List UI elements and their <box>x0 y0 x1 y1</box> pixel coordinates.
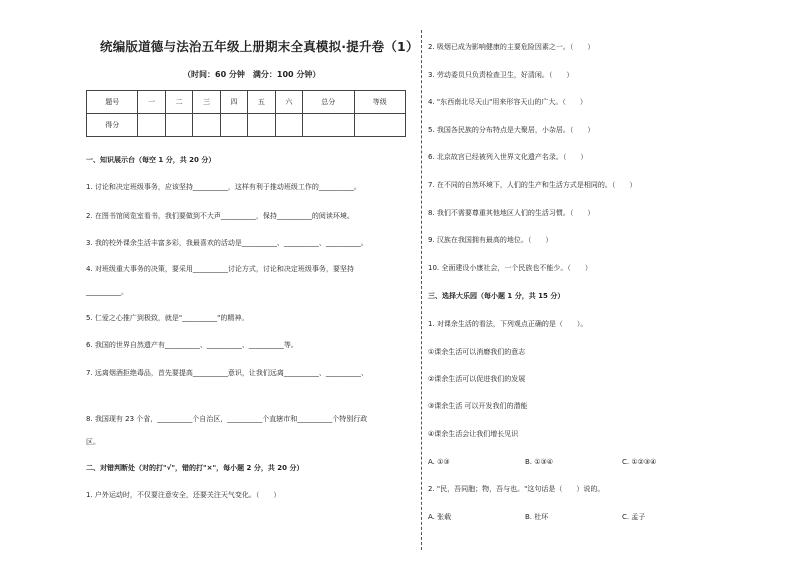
score-header-cell: 三 <box>193 91 220 114</box>
column-divider <box>421 30 422 550</box>
score-header-cell: 题号 <box>87 91 138 114</box>
section-1-heading: 一、知识展示台（每空 1 分，共 20 分） <box>86 156 216 164</box>
score-header-cell: 一 <box>138 91 165 114</box>
choice-1-statement-4: ④课余生活会让我们增长见识 <box>428 430 519 438</box>
score-cell <box>165 114 192 137</box>
judgement-7: 7. 在不同的自然环境下，人们的生产和生活方式是相同的。（ ） <box>428 181 637 189</box>
section-3-heading: 三、选择大乐园（每小题 1 分，共 15 分） <box>428 292 565 300</box>
question-1: 1. 讨论和决定班级事务，应该坚持__________，这样有利于推动班级工作的__________。 <box>86 183 361 191</box>
score-cell <box>354 114 406 137</box>
judgement-5: 5. 我国各民族的分布特点是大聚居，小杂居。（ ） <box>428 126 595 134</box>
judgement-8: 8. 我们不需要尊重其他地区人们的生活习惯。（ ） <box>428 209 595 217</box>
question-7: 7. 远离烟酒拒绝毒品，首先要提高__________意识，让我们远离__________、__________、 <box>86 369 368 377</box>
choice-2-option-c: C. 孟子 <box>622 513 646 521</box>
score-cell <box>193 114 220 137</box>
judgement-9: 9. 汉族在我国拥有最高的地位。（ ） <box>428 236 553 244</box>
score-table <box>86 90 406 137</box>
choice-1-statement-3: ③课余生活 可以开发我们的潜能 <box>428 402 528 410</box>
page-title: 统编版道德与法治五年级上册期末全真模拟·提升卷（1） <box>100 39 419 54</box>
score-cell <box>138 114 165 137</box>
score-header-cell: 五 <box>248 91 275 114</box>
score-header-cell: 六 <box>275 91 302 114</box>
choice-1-statement-1: ①课余生活可以消磨我们的意志 <box>428 348 526 356</box>
question-3: 3. 我的校外课余生活丰富多彩，我最喜欢的活动是__________、__________、__________。 <box>86 239 368 247</box>
judgement-4: 4. "东西南北尽天山"用来形容天山的广大。（ ） <box>428 98 587 106</box>
question-4-line-1: 4. 对班级重大事务的决策，要采用__________讨论方式，讨论和决定班级事务，要坚持 <box>86 265 354 273</box>
judgement-2: 2. 吸烟已成为影响健康的主要危险因素之一。（ ） <box>428 43 595 51</box>
judgement-6: 6. 北京故宫已经被列入世界文化遗产名录。（ ） <box>428 153 588 161</box>
section-2-heading: 二、对错判断处（对的打"√"，错的打"×"，每小题 2 分，共 20 分） <box>86 464 304 472</box>
judgement-3: 3. 劳动委员只负责检查卫生，好清闲。（ ） <box>428 71 574 79</box>
page-subtitle: （时间：60 分钟 满分：100 分钟） <box>183 70 321 79</box>
question-6: 6. 我国的世界自然遗产有__________、__________、__________等。 <box>86 341 298 349</box>
question-4-line-2: __________。 <box>86 288 128 296</box>
score-header-cell: 二 <box>165 91 192 114</box>
score-cell <box>220 114 247 137</box>
question-5: 5. 仁爱之心推广到极致，就是"__________"的精神。 <box>86 314 249 322</box>
score-header-cell: 总分 <box>303 91 354 114</box>
choice-2-question: 2. "民，吾同胞；物，吾与也。"这句话是（ ）说的。 <box>428 485 605 493</box>
question-2: 2. 在图书馆阅览室看书，我们要做到不大声__________，保持__________的阅读环境。 <box>86 212 354 220</box>
question-8-line-2: 区。 <box>86 438 100 446</box>
score-cell <box>303 114 354 137</box>
score-cell <box>275 114 302 137</box>
score-row-label: 得分 <box>87 114 138 137</box>
question-8-line-1: 8. 我国现有 23 个省，__________个自治区，__________个直辖市和__________个特别行政 <box>86 415 368 423</box>
score-cell <box>248 114 275 137</box>
score-table-header-row <box>87 91 406 114</box>
judgement-10: 10. 全面建设小康社会，一个民族也不能少。（ ） <box>428 264 592 272</box>
score-header-cell: 等级 <box>354 91 406 114</box>
choice-1-option-b: B. ①③④ <box>525 458 554 466</box>
choice-2-option-b: B. 杜环 <box>525 513 549 521</box>
choice-1-option-a: A. ①③ <box>428 458 450 466</box>
choice-1-statement-2: ②课余生活可以促进我们的发展 <box>428 375 526 383</box>
score-header-cell: 四 <box>220 91 247 114</box>
choice-2-option-a: A. 张载 <box>428 513 452 521</box>
score-table-score-row <box>87 114 406 137</box>
judgement-1: 1. 户外运动时，不仅要注意安全，还要关注天气变化。（ ） <box>86 491 281 499</box>
choice-1-option-c: C. ①②③④ <box>622 458 657 466</box>
choice-1-question: 1. 对课余生活的看法，下列观点正确的是（ ）。 <box>428 320 588 328</box>
